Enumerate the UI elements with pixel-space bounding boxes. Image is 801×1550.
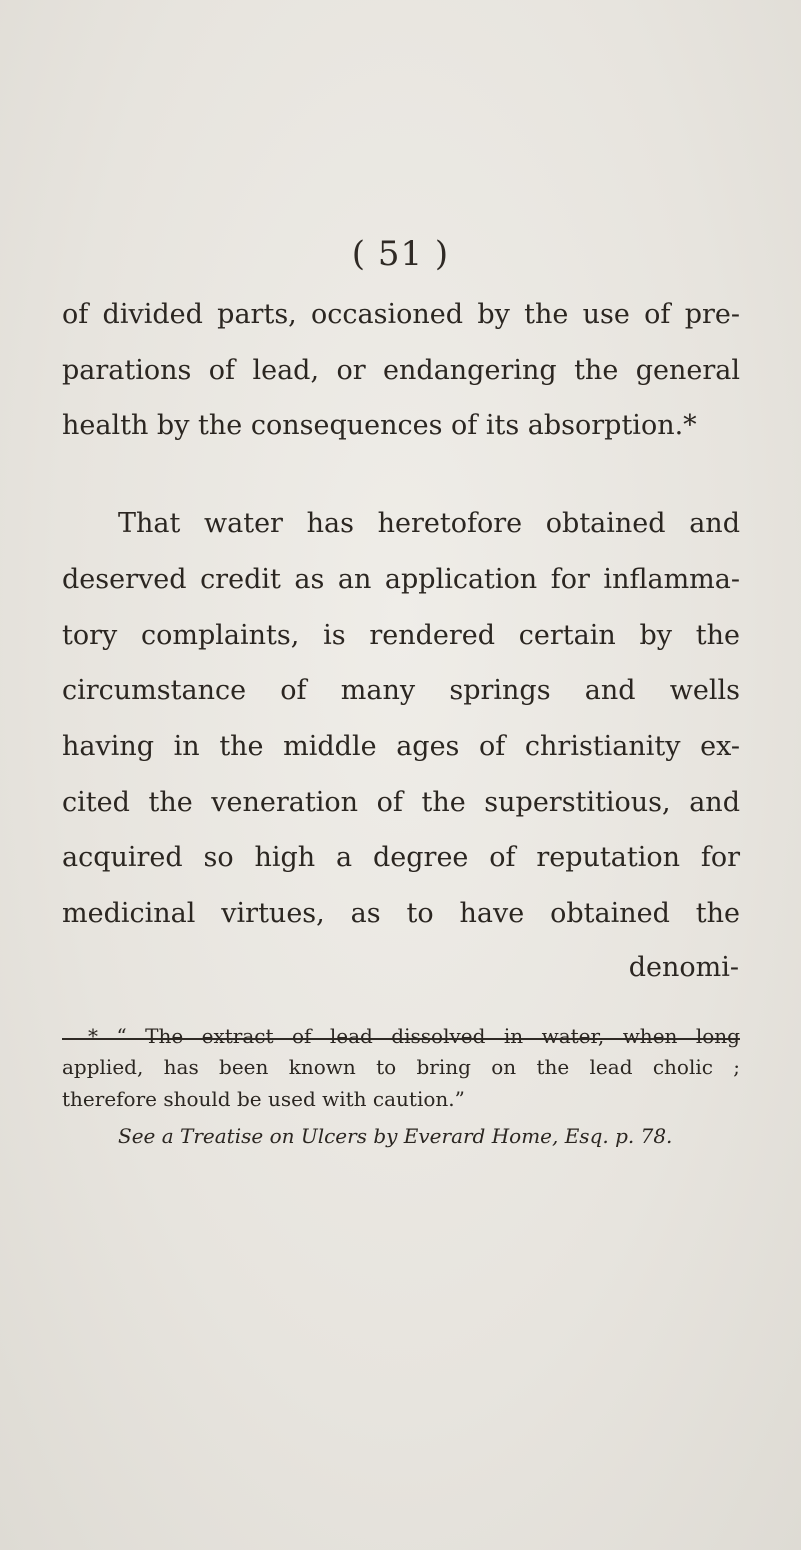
text-line: circumstance of many springs and wells [62,675,740,706]
paragraph-first-line: That water has heretofore obtained and [118,508,740,539]
page-number: ( 51 ) [351,234,450,274]
text-line: health by the consequences of its absorption.* [62,410,697,441]
text-line: deserved credit as an application for inflamma- [62,564,740,595]
footnote-line: therefore should be used with caution.” [62,1087,465,1111]
text-line: having in the middle ages of christianity ex- [62,731,740,762]
footnote-line: * “ The extract of lead dissolved in water, when long [88,1024,740,1048]
text-line: parations of lead, or endangering the general [62,355,740,386]
text-line: acquired so high a degree of reputation for [62,842,740,873]
catchword: denomi- [628,952,739,983]
footnote-line: applied, has been known to bring on the lead cholic ; [62,1055,740,1079]
text-line: medicinal virtues, as to have obtained the [62,898,740,929]
text-line: of divided parts, occasioned by the use of pre- [62,299,740,330]
text-line: tory complaints, is rendered certain by the [62,620,740,651]
footnote-citation: See a Treatise on Ulcers by Everard Home, Esq. p. 78. [118,1124,673,1148]
text-line: cited the veneration of the superstitious, and [62,787,740,818]
